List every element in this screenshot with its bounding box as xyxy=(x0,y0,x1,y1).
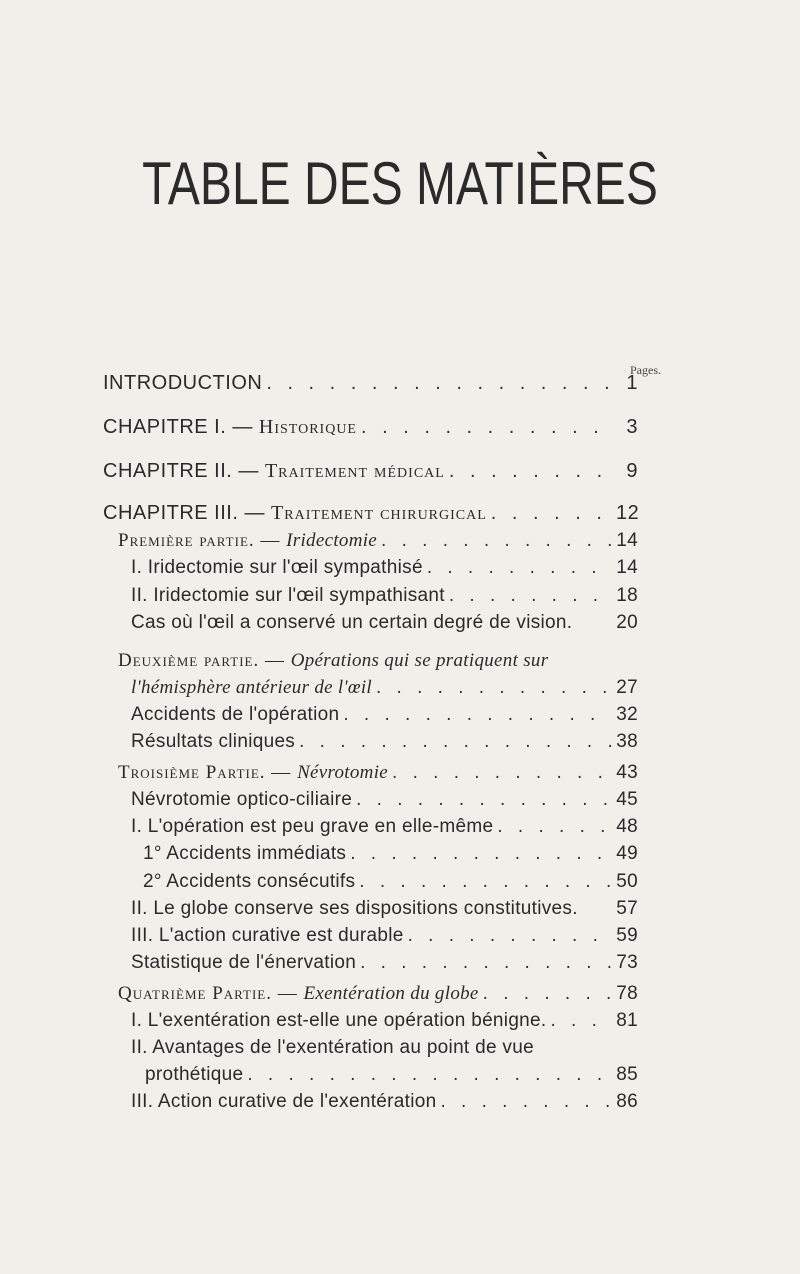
toc-entry-troisieme-partie[interactable]: Troisième Partie. — Névrotomie . . . 43 xyxy=(118,762,638,784)
toc-entry-chapitre-2[interactable]: CHAPITRE II. — Traitement médical . . . 9 xyxy=(103,460,638,483)
toc-entry[interactable]: I. L'opération est peu grave en elle-même . . . 48 xyxy=(131,816,638,838)
page-number: 48 xyxy=(616,816,638,837)
page-number: 3 xyxy=(626,416,638,438)
page-number: 27 xyxy=(616,677,638,698)
toc-entry[interactable]: l'hémisphère antérieur de l'œil . . . 27 xyxy=(131,677,638,699)
toc-entry[interactable]: II. Avantages de l'exentération au point de vue xyxy=(131,1037,534,1058)
toc-entry[interactable]: Résultats cliniques . . . 38 xyxy=(131,731,638,753)
page-number: 38 xyxy=(616,731,638,752)
toc-entry[interactable]: Statistique de l'énervation . . . 73 xyxy=(131,952,638,974)
page-number: 57 xyxy=(616,898,638,919)
toc-entry-chapitre-3[interactable]: CHAPITRE III. — Traitement chirurgical . . . 12 xyxy=(103,502,638,525)
page-number: 12 xyxy=(616,502,640,524)
toc-entry-introduction[interactable]: INTRODUCTION . . . 1 xyxy=(103,372,638,395)
toc-entry[interactable]: I. Iridectomie sur l'œil sympathisé . . . 14 xyxy=(131,557,638,579)
toc-entry[interactable]: Névrotomie optico-ciliaire . . . 45 xyxy=(131,789,638,811)
toc-entry[interactable]: III. Action curative de l'exentération . . . 86 xyxy=(131,1091,638,1113)
page-number: 18 xyxy=(616,585,638,606)
toc-entry[interactable]: Accidents de l'opération . . . 32 xyxy=(131,704,638,726)
page-number: 81 xyxy=(616,1010,638,1031)
page-number: 59 xyxy=(616,925,638,946)
toc-entry[interactable]: Cas où l'œil a conservé un certain degré de vision. 20 xyxy=(131,612,638,633)
toc-entry[interactable]: 1° Accidents immédiats . . . 49 xyxy=(143,843,638,865)
toc-entry-premiere-partie[interactable]: Première partie. — Iridectomie . . . 14 xyxy=(118,530,638,552)
page-number: 73 xyxy=(616,952,638,973)
page-number: 1 xyxy=(626,372,638,394)
page-number: 9 xyxy=(626,460,638,482)
page-number: 86 xyxy=(616,1091,638,1112)
page-number: 20 xyxy=(616,612,638,633)
page-number: 45 xyxy=(616,789,638,810)
toc-entry[interactable]: II. Le globe conserve ses dispositions constitutives. 57 xyxy=(131,898,638,919)
page-number: 85 xyxy=(616,1064,638,1085)
toc-entry[interactable]: 2° Accidents consécutifs . . . 50 xyxy=(143,871,638,893)
toc-entry[interactable]: II. Iridectomie sur l'œil sympathisant . . . 18 xyxy=(131,585,638,607)
page-number: 32 xyxy=(616,704,638,725)
pages-column-label: Pages. xyxy=(630,363,661,377)
toc-entry[interactable]: I. L'exentération est-elle une opération bénigne. . . . 81 xyxy=(131,1010,638,1032)
page-number: 14 xyxy=(616,530,638,551)
toc-entry-chapitre-1[interactable]: CHAPITRE I. — Historique . . . 3 xyxy=(103,416,638,439)
toc-entry[interactable]: III. L'action curative est durable . . . 59 xyxy=(131,925,638,947)
page-number: 50 xyxy=(616,871,638,892)
toc-entry-quatrieme-partie[interactable]: Quatrième Partie. — Exentération du globe . . . 78 xyxy=(118,983,638,1005)
page-number: 49 xyxy=(616,843,638,864)
page-title: TABLE DES MATIÈRES xyxy=(142,151,658,218)
page-number: 43 xyxy=(616,762,638,783)
toc-entry[interactable]: prothétique . . . 85 xyxy=(145,1064,638,1086)
toc-entry-deuxieme-partie[interactable]: Deuxième partie. — Opérations qui se pratiquent sur xyxy=(118,650,549,671)
page-number: 78 xyxy=(616,983,638,1004)
page-number: 14 xyxy=(616,557,638,578)
